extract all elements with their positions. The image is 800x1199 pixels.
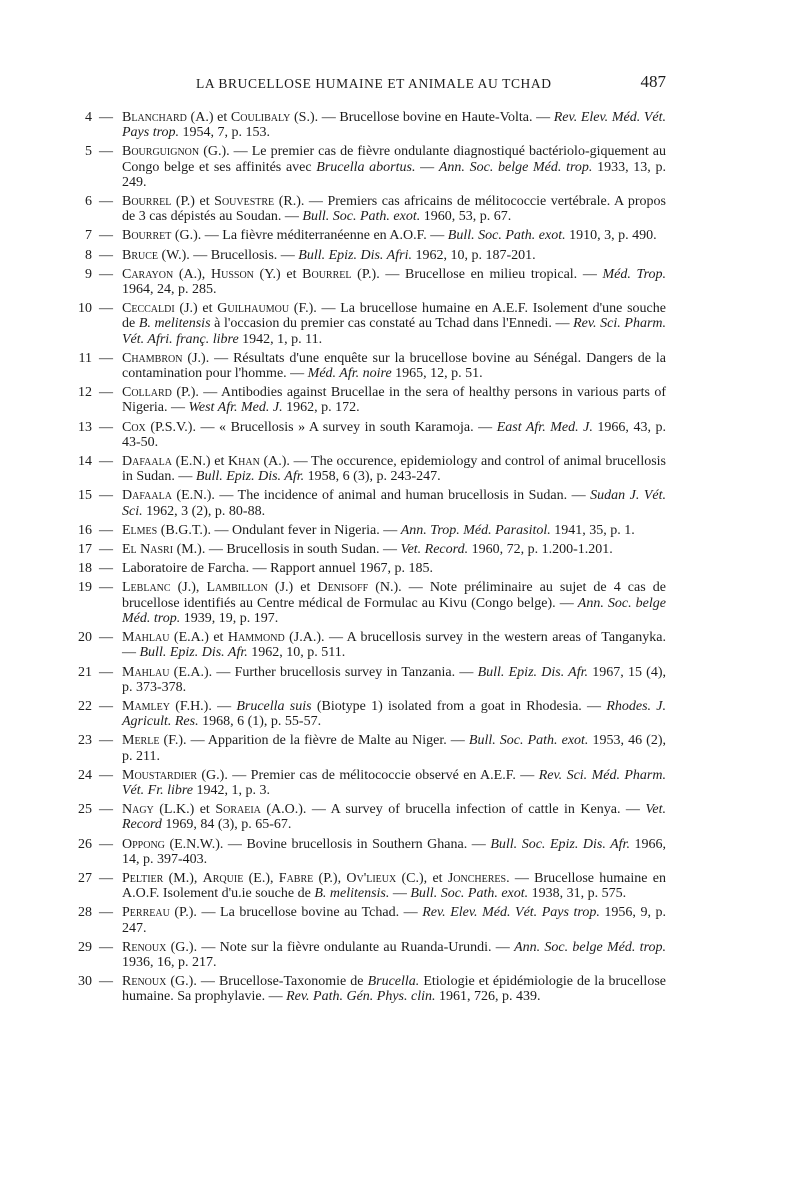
reference-text: Elmes (B.G.T.). — Ondulant fever in Nigeria. — Ann. Trop. Méd. Parasitol. 1941, 35, p. 1. (122, 522, 635, 538)
reference-text: Ceccaldi (J.) et Guilhaumou (F.). — La brucellose humaine en A.E.F. Isolement d'une souche de B. melitensis à l'occasion du premier cas constaté au Tchad dans l'Ennedi. — Rev. Sci. Pharm. Vét. Afri. franç. libre 1942, 1, p. 11. (122, 301, 666, 347)
reference-number: 23 — (78, 733, 113, 749)
reference-number: 6 — (85, 194, 113, 210)
reference-text: Bourguignon (G.). — Le premier cas de fièvre ondulante diagnostiqué bactériolo-giquement au Congo belge et ses affinités avec Brucella abortus. — Ann. Soc. belge Méd. trop. 1933, 13, p. 249. (122, 144, 666, 190)
reference-number: 8 — (85, 247, 113, 263)
reference-text: Bruce (W.). — Brucellosis. — Bull. Epiz. Dis. Afri. 1962, 10, p. 187-201. (122, 247, 536, 263)
reference-number: 21 — (78, 664, 113, 680)
reference-text: Renoux (G.). — Note sur la fièvre ondulante au Ruanda-Urundi. — Ann. Soc. belge Méd. trop. 1936, 16, p. 217. (122, 939, 667, 970)
reference-entry (70, 454, 666, 484)
reference-number: 12 — (78, 385, 113, 401)
reference-text: Mahlau (E.A.) et Hammond (J.A.). — A brucellosis survey in the western areas of Tanganyka. — Bull. Epiz. Dis. Afr. 1962, 10, p. 511. (122, 630, 666, 661)
reference-number: 5 — (85, 144, 113, 160)
reference-number: 22 — (78, 698, 113, 714)
reference-text: Perreau (P.). — La brucellose bovine au Tchad. — Rev. Elev. Méd. Vét. Pays trop. 1956, 9, p. 247. (122, 905, 667, 936)
reference-entry (70, 488, 666, 518)
reference-entry (70, 228, 666, 243)
reference-number: 18 — (78, 561, 113, 577)
reference-text: Nagy (L.K.) et Soraeia (A.O.). — A survey of brucella infection of cattle in Kenya. — Vet. Record 1969, 84 (3), p. 65-67. (122, 802, 667, 833)
reference-entry (70, 974, 666, 1004)
reference-entry (70, 665, 666, 695)
reference-entry (70, 871, 666, 901)
reference-number: 4 — (85, 110, 113, 125)
reference-entry (70, 802, 666, 832)
reference-entry (70, 248, 666, 263)
reference-entry (70, 561, 666, 576)
reference-entry (70, 580, 666, 626)
reference-entry (70, 144, 666, 190)
reference-entry (70, 630, 666, 660)
reference-number: 24 — (78, 767, 113, 783)
reference-entry (70, 699, 666, 729)
reference-number: 19 — (78, 580, 113, 596)
reference-number: 30 — (78, 974, 113, 990)
reference-entry (70, 523, 666, 538)
reference-text: Carayon (A.), Husson (Y.) et Bourrel (P.). — Brucellose en milieu tropical. — Méd. Trop. 1964, 24, p. 285. (122, 266, 667, 298)
reference-entry (70, 110, 666, 140)
reference-text: Moustardier (G.). — Premier cas de mélitococcie observé en A.E.F. — Rev. Sci. Méd. Pharm. Vét. Fr. libre 1942, 1, p. 3. (122, 767, 666, 798)
reference-number: 9 — (85, 266, 113, 282)
reference-entry (70, 542, 666, 557)
reference-entry (70, 940, 666, 970)
reference-text: Oppong (E.N.W.). — Bovine brucellosis in Southern Ghana. — Bull. Soc. Epiz. Dis. Afr. 1966, 14, p. 397-403. (122, 836, 667, 867)
reference-entry (70, 301, 666, 347)
reference-entry (70, 351, 666, 381)
reference-text: Mahlau (E.A.). — Further brucellosis survey in Tanzania. — Bull. Epiz. Dis. Afr. 1967, 15 (4), p. 373-378. (122, 664, 666, 695)
reference-text: Merle (F.). — Apparition de la fièvre de Malte au Niger. — Bull. Soc. Path. exot. 1953, 46 (2), p. 211. (122, 733, 666, 764)
reference-number: 17 — (78, 542, 113, 558)
reference-number: 25 — (78, 802, 113, 818)
reference-text: Bourrel (P.) et Souvestre (R.). — Premiers cas africains de mélitococcie vertébrale. A propos de 3 cas dépistés au Soudan. — Bull. Soc. Path. exot. 1960, 53, p. 67. (122, 194, 666, 225)
reference-text: Chambron (J.). — Résultats d'une enquête sur la brucellose bovine au Sénégal. Dangers de la contamination pour l'homme. — Méd. Afr. noire 1965, 12, p. 51. (122, 350, 666, 382)
reference-entry (70, 420, 666, 450)
reference-number: 11 — (78, 350, 113, 366)
page-header (196, 72, 666, 96)
reference-number: 29 — (78, 939, 113, 955)
reference-list (70, 110, 666, 1009)
reference-number: 20 — (78, 630, 113, 646)
reference-text: Laboratoire de Farcha. — Rapport annuel 1967, p. 185. (122, 561, 434, 577)
reference-text: Mamley (F.H.). — Brucella suis (Biotype 1) isolated from a goat in Rhodesia. — Rhodes. J. Agricult. Res. 1968, 6 (1), p. 55-57. (122, 698, 666, 730)
reference-text: Renoux (G.). — Brucellose-Taxonomie de Brucella. Etiologie et épidémiologie de la brucellose humaine. Sa prophylavie. — Rev. Path. Gén. Phys. clin. 1961, 726, p. 439. (122, 974, 666, 1005)
reference-entry (70, 385, 666, 415)
reference-text: Cox (P.S.V.). — « Brucellosis » A survey in south Karamoja. — East Afr. Med. J. 1966, 43, p. 43-50. (122, 419, 666, 450)
reference-number: 16 — (78, 522, 113, 538)
reference-text: Leblanc (J.), Lambillon (J.) et Denisoff (N.). — Note préliminaire au sujet de 4 cas de brucellose identifiés au Centre médical de Formulac au Kivu (Congo belge). — Ann. Soc. belge Méd. trop. 1939, 19, p. 197. (122, 580, 666, 626)
reference-entry (70, 194, 666, 224)
reference-text: Dafaala (E.N.). — The incidence of animal and human brucellosis in Sudan. — Sudan J. Vét. Sci. 1962, 3 (2), p. 80-88. (122, 488, 666, 519)
reference-number: 15 — (78, 488, 113, 504)
reference-text: Peltier (M.), Arquie (E.), Fabre (P.), Ov'lieux (C.), et Joncheres. — Brucellose humaine en A.O.F. Isolement d'u.ie souche de B. melitensis. — Bull. Soc. Path. exot. 1938, 31, p. 575. (122, 870, 666, 902)
reference-number: 13 — (78, 419, 113, 435)
reference-text: Blanchard (A.) et Coulibaly (S.). — Brucellose bovine en Haute-Volta. — Rev. Elev. Méd. Vét. Pays trop. 1954, 7, p. 153. (122, 110, 667, 141)
reference-number: 10 — (78, 301, 113, 317)
reference-entry (70, 905, 666, 935)
reference-number: 26 — (78, 836, 113, 852)
running-title: LA BRUCELLOSE HUMAINE ET ANIMALE AU TCHAD (196, 76, 552, 91)
reference-number: 27 — (78, 870, 113, 886)
page-number: 487 (640, 72, 666, 91)
reference-text: Bourret (G.). — La fièvre méditerranéenne en A.O.F. — Bull. Soc. Path. exot. 1910, 3, p. 490. (122, 228, 657, 244)
reference-entry (70, 837, 666, 867)
reference-number: 14 — (78, 454, 113, 470)
reference-number: 7 — (85, 228, 113, 244)
reference-entry (70, 768, 666, 798)
reference-entry (70, 733, 666, 763)
reference-text: Collard (P.). — Antibodies against Brucellae in the sera of healthy persons in various parts of Nigeria. — West Afr. Med. J. 1962, p. 172. (122, 385, 666, 416)
reference-entry (70, 267, 666, 297)
reference-text: Dafaala (E.N.) et Khan (A.). — The occurence, epidemiology and control of animal brucellosis in Sudan. — Bull. Epiz. Dis. Afr. 1958, 6 (3), p. 243-247. (122, 454, 666, 485)
reference-text: El Nasri (M.). — Brucellosis in south Sudan. — Vet. Record. 1960, 72, p. 1.200-1.201. (122, 542, 613, 558)
reference-number: 28 — (78, 905, 113, 921)
